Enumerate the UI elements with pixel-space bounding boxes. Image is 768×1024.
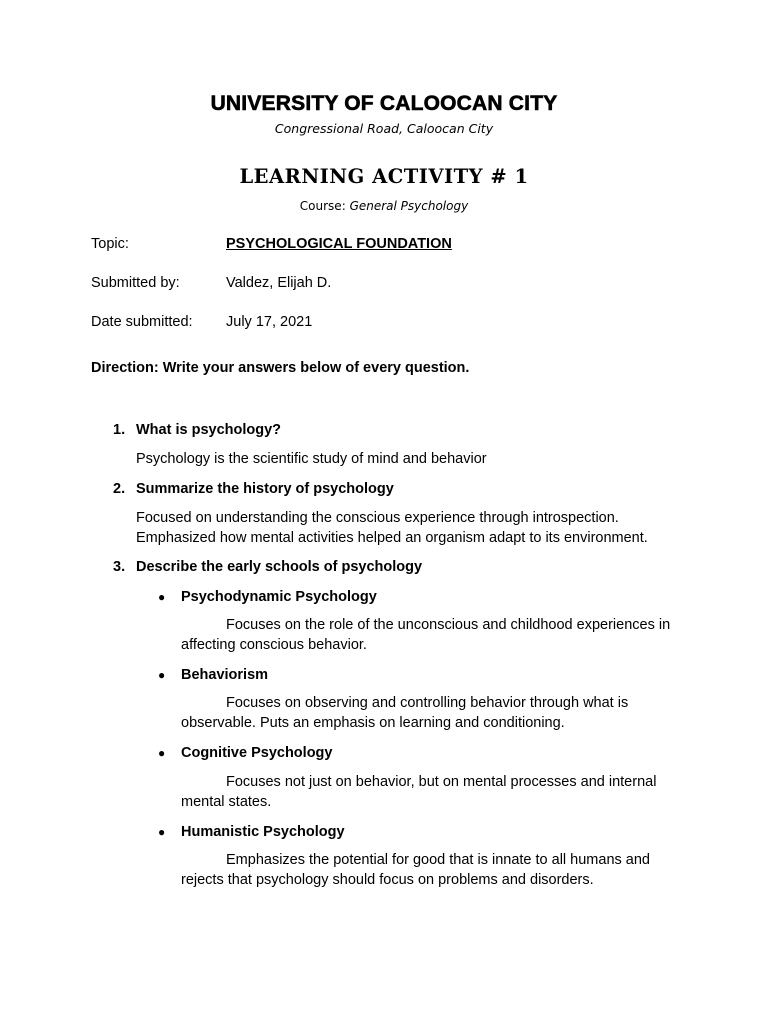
question-number: 3. (113, 559, 126, 575)
school-description: Focuses on the role of the unconscious and childhood experiences in affecting conscious behavior. (181, 617, 671, 653)
bullet-icon: ● (158, 746, 166, 760)
bullet-icon: ● (158, 590, 166, 604)
answer-2: Focused on understanding the conscious experience through introspection. Emphasized how mental activities helped an organism adapt to its environment. (136, 510, 648, 546)
date-submitted-label: Date submitted: (91, 314, 193, 330)
topic-label: Topic: (91, 236, 129, 252)
question-number: 2. (113, 481, 126, 497)
question-number: 1. (113, 422, 126, 438)
submitted-by-value: Valdez, Elijah D. (226, 275, 332, 291)
submitted-by-label: Submitted by: (91, 275, 180, 291)
course-name: General Psychology (349, 199, 469, 213)
question-3 (113, 557, 422, 577)
question-2 (113, 479, 394, 499)
question-1 (113, 420, 281, 440)
school-description: Emphasizes the potential for good that is innate to all humans and rejects that psychology should focus on problems and disorders. (181, 852, 650, 888)
question-text: Describe the early schools of psychology (136, 559, 423, 575)
activity-title: LEARNING ACTIVITY # 1 (239, 165, 529, 188)
question-text: What is psychology? (136, 422, 282, 438)
date-submitted-value: July 17, 2021 (226, 314, 313, 330)
school-humanistic (158, 822, 345, 842)
university-name: UNIVERSITY OF CALOOCAN CITY (210, 92, 558, 115)
direction-text: Direction: Write your answers below of every question. (91, 360, 470, 376)
bullet-icon: ● (158, 825, 166, 839)
course-line (0, 199, 768, 213)
school-name: Behaviorism (181, 667, 269, 683)
school-name: Cognitive Psychology (181, 745, 333, 761)
school-name: Humanistic Psychology (181, 824, 345, 840)
school-description: Focuses not just on behavior, but on mental processes and internal mental states. (181, 774, 657, 810)
school-psychodynamic (158, 587, 377, 607)
university-address: Congressional Road, Caloocan City (274, 121, 494, 136)
answer-1: Psychology is the scientific study of mind and behavior (136, 451, 487, 467)
question-text: Summarize the history of psychology (136, 481, 394, 497)
course-label: Course: (299, 199, 350, 213)
bullet-icon: ● (158, 668, 166, 682)
school-cognitive (158, 743, 332, 763)
school-behaviorism (158, 665, 268, 685)
school-description: Focuses on observing and controlling behavior through what is observable. Puts an emphasis on learning and conditioning. (181, 695, 629, 731)
topic-value: PSYCHOLOGICAL FOUNDATION (226, 236, 452, 252)
school-name: Psychodynamic Psychology (181, 589, 377, 605)
